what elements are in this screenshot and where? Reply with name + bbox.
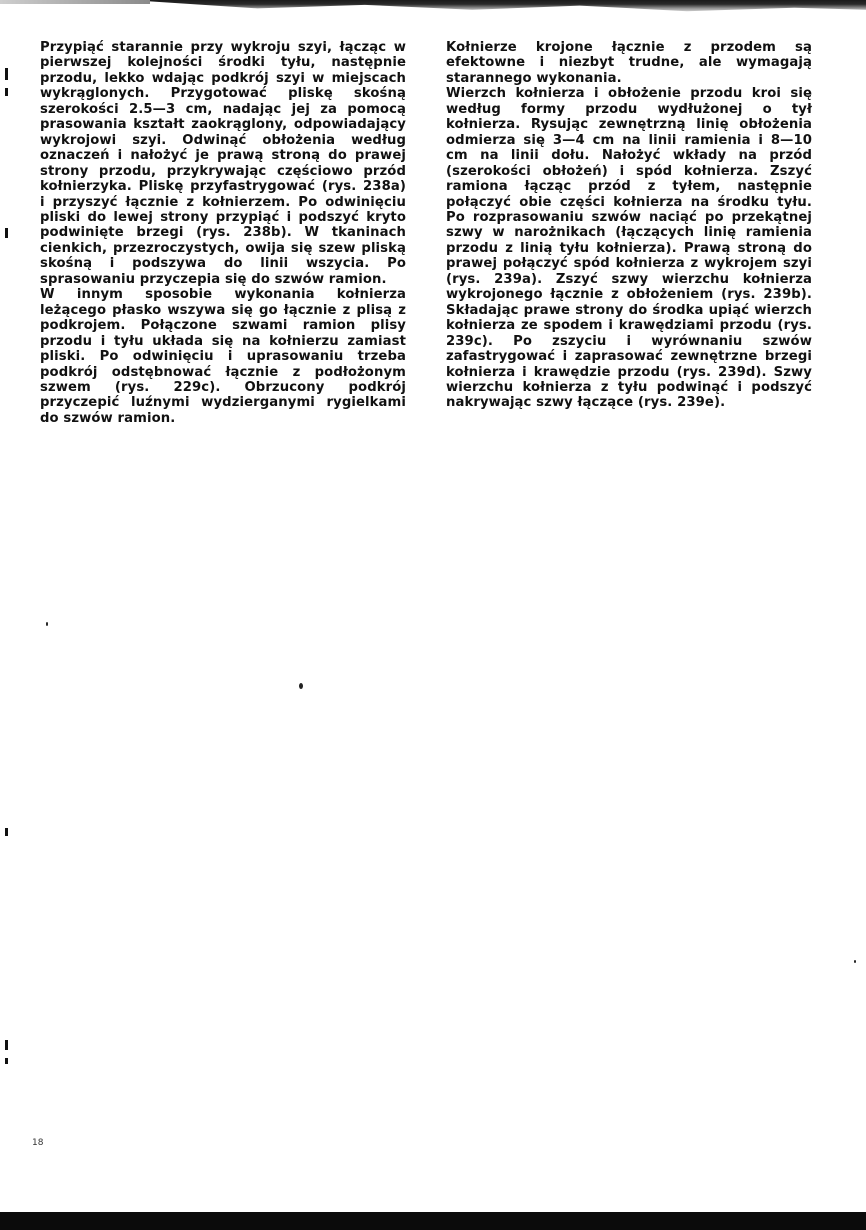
scan-edge-top-left (0, 0, 150, 4)
scan-left-mark (5, 1040, 8, 1050)
scan-left-mark (5, 68, 8, 80)
scan-left-mark (5, 88, 8, 96)
page-number: 18 (32, 1138, 44, 1148)
scan-left-mark (5, 228, 8, 238)
text-segment: wszywa się go łącznie z plisą z podkrojem. Połączone szwami ramion plisy przodu i tyłu układa się na kołnierzu zamiast pliski. Po odwinięciu i uprasowaniu trzeba podkrój odstębnować łącznie z podłożonym szwem (rys. 229c). Obrzucony podkrój przyczepić luźnymi wydzierganymi rygielkami do szwów ramion. (40, 302, 406, 426)
bold-term: kołnierza leżącego płasko (40, 287, 406, 318)
scan-speck (299, 683, 303, 689)
paragraph (446, 86, 812, 411)
scan-left-mark (5, 1058, 8, 1064)
text-segment: W innym sposobie wykonania (40, 287, 337, 303)
bold-term: Kołnierze krojone łącznie z przodem (446, 40, 777, 55)
text-segment: Przypiąć starannie przy wykroju szyi, łącząc w pierwszej kolejności środki tyłu, następnie przodu, lekko wdając podkrój szyi w miejscach wykrąglonych. Przygotować pliskę skośną szerokości 2.5—3 cm, nadając jej za pomocą prasowania kształt zaokrąglony, odpowiadający wykrojowi szyi. Odwinąć obłożenia według oznaczeń i nałożyć je prawą stroną do prawej strony przodu, przykrywając częściowo przód kołnierzyka. Pliskę przyfastrygować (rys. 238a) i przyszyć łącznie z kołnierzem. Po odwinięciu pliski do lewej strony przypiąć i podszyć kryto podwinięte brzegi (rys. 238b). W tkaninach cienkich, przezroczystych, owija się szew pliską skośną i podszywa do linii wszycia. Po sprasowaniu przyczepia się do szwów ramion. (40, 40, 406, 287)
scan-speck (46, 622, 48, 626)
scan-left-mark (5, 828, 8, 836)
scan-speck (854, 960, 856, 963)
scan-edge-top (150, 0, 866, 14)
paragraph (446, 40, 812, 86)
paragraph (40, 287, 406, 426)
right-text-column (446, 40, 812, 411)
text-segment: Wierzch kołnierza i obłożenie przodu kroi się według formy przodu wydłużonej o tył kołnierza. Rysując zewnętrzną linię obłożenia odmierza się 3—4 cm na linii ramienia i 8—10 cm na linii dołu. Nałożyć wkłady na przód (szerokości obłożeń) i spód kołnierza. Zszyć ramiona łącząc przód z tyłem, następnie połączyć obie części kołnierza na środku tyłu. Po rozprasowaniu szwów naciąć po przekątnej szwy w narożnikach (łączących linię ramienia przodu z linią tyłu kołnierza). Prawą stroną do prawej połączyć spód kołnierza z wykrojem szyi (rys. 239a). Zszyć szwy wierzchu kołnierza wykrojonego łącznie z obłożeniem (rys. 239b). Składając prawe strony do środka upiąć wierzch kołnierza ze spodem i krawędziami przodu (rys. 239c). Po zszyciu i wyrównaniu szwów zafastrygować i zaprasować zewnętrzne brzegi kołnierza i krawędzie przodu (rys. 239d). Szwy wierzchu kołnierza z tyłu podwinąć i podszyć nakrywając szwy łączące (rys. 239e). (446, 86, 812, 411)
paragraph (40, 40, 406, 287)
text-segment: są efektowne i niezbyt trudne, ale wymagają starannego wykonania. (446, 40, 812, 86)
left-text-column (40, 40, 406, 426)
scan-edge-bottom (0, 1212, 866, 1230)
